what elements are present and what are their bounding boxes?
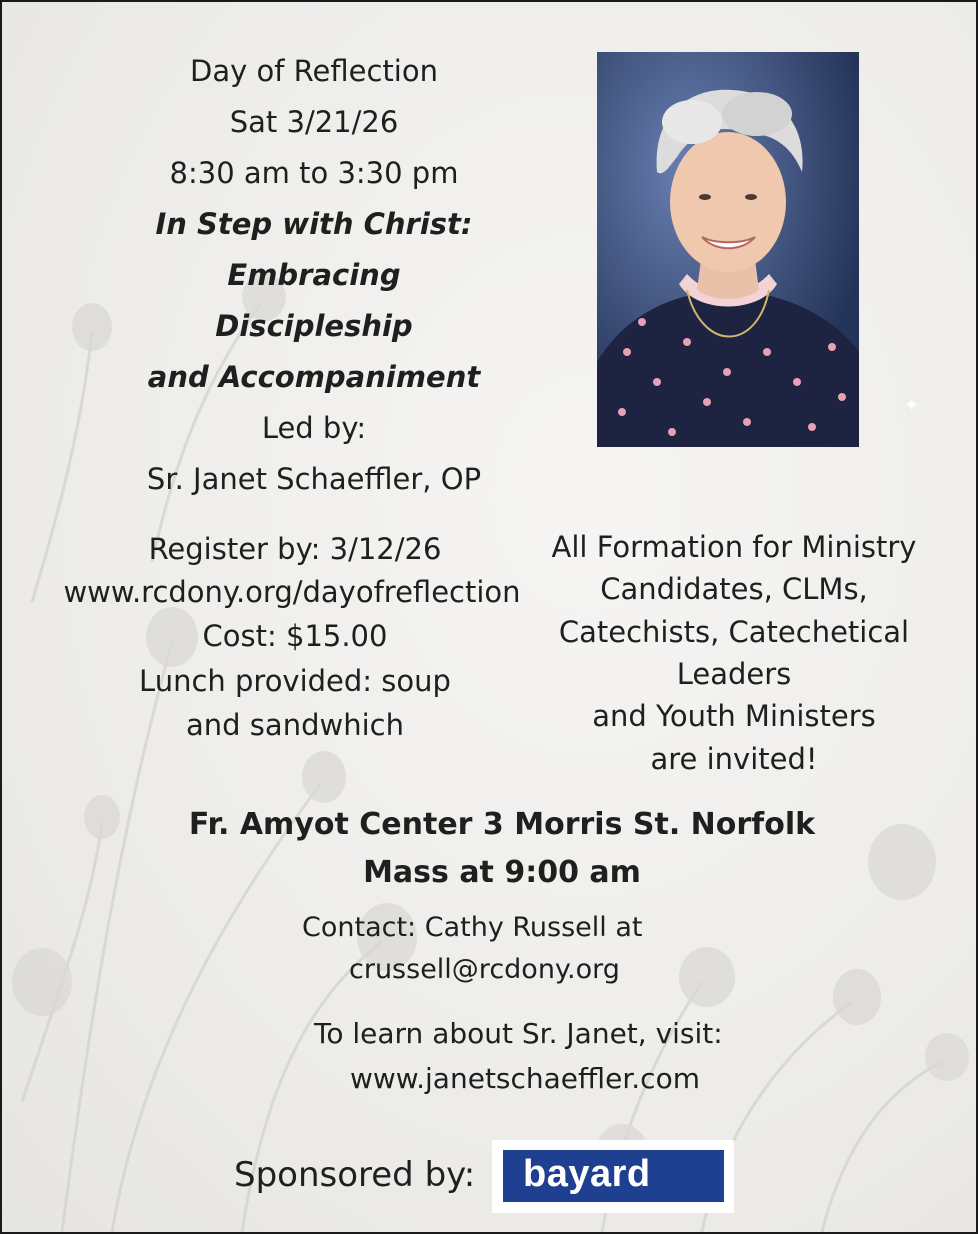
lunch-line-1: Lunch provided: soup <box>139 664 451 698</box>
invite-line-1: All Formation for Ministry <box>551 530 917 564</box>
event-time: 8:30 am to 3:30 pm <box>169 156 459 190</box>
invite-line-3: Catechists, Catechetical <box>558 615 910 649</box>
event-theme-line-4: and Accompaniment <box>147 360 481 394</box>
event-theme-line-1: In Step with Christ: <box>155 207 473 241</box>
cost: Cost: $15.00 <box>202 619 388 653</box>
led-by-label: Led by: <box>261 411 367 445</box>
event-theme-line-3: Discipleship <box>215 309 413 343</box>
invite-line-2: Candidates, CLMs, <box>600 572 868 606</box>
learn-more-line: To learn about Sr. Janet, visit: <box>314 1017 723 1050</box>
learn-more-url[interactable]: www.janetschaeffler.com <box>350 1062 700 1095</box>
invite-line-6: are invited! <box>650 742 818 776</box>
contact-line: Contact: Cathy Russell at <box>302 912 643 943</box>
event-name: Day of Reflection <box>190 54 438 88</box>
sparkle-icon: ✦ <box>904 395 920 416</box>
invite-line-5: and Youth Ministers <box>592 699 876 733</box>
venue-location: Fr. Amyot Center 3 Morris St. Norfolk <box>188 807 816 842</box>
portrait-illustration <box>597 52 859 447</box>
event-theme-line-2: Embracing <box>227 258 401 292</box>
invite-line-4: Leaders <box>676 657 792 691</box>
sponsor-label: Sponsored by: <box>234 1155 476 1195</box>
bayard-logo-box <box>503 1150 724 1202</box>
leader-portrait-photo <box>597 52 859 447</box>
event-date: Sat 3/21/26 <box>229 105 399 139</box>
bayard-logo <box>492 1140 734 1213</box>
lunch-line-2: and sandwhich <box>186 708 404 742</box>
register-by: Register by: 3/12/26 <box>148 532 442 566</box>
registration-url: www.rcdony.org/dayofreflection <box>63 575 521 609</box>
bayard-logo-text: bayard <box>523 1153 651 1195</box>
mass-time: Mass at 9:00 am <box>363 855 641 890</box>
leader-name: Sr. Janet Schaeffler, OP <box>146 462 482 496</box>
contact-email[interactable]: crussell@rcdony.org <box>349 954 620 985</box>
